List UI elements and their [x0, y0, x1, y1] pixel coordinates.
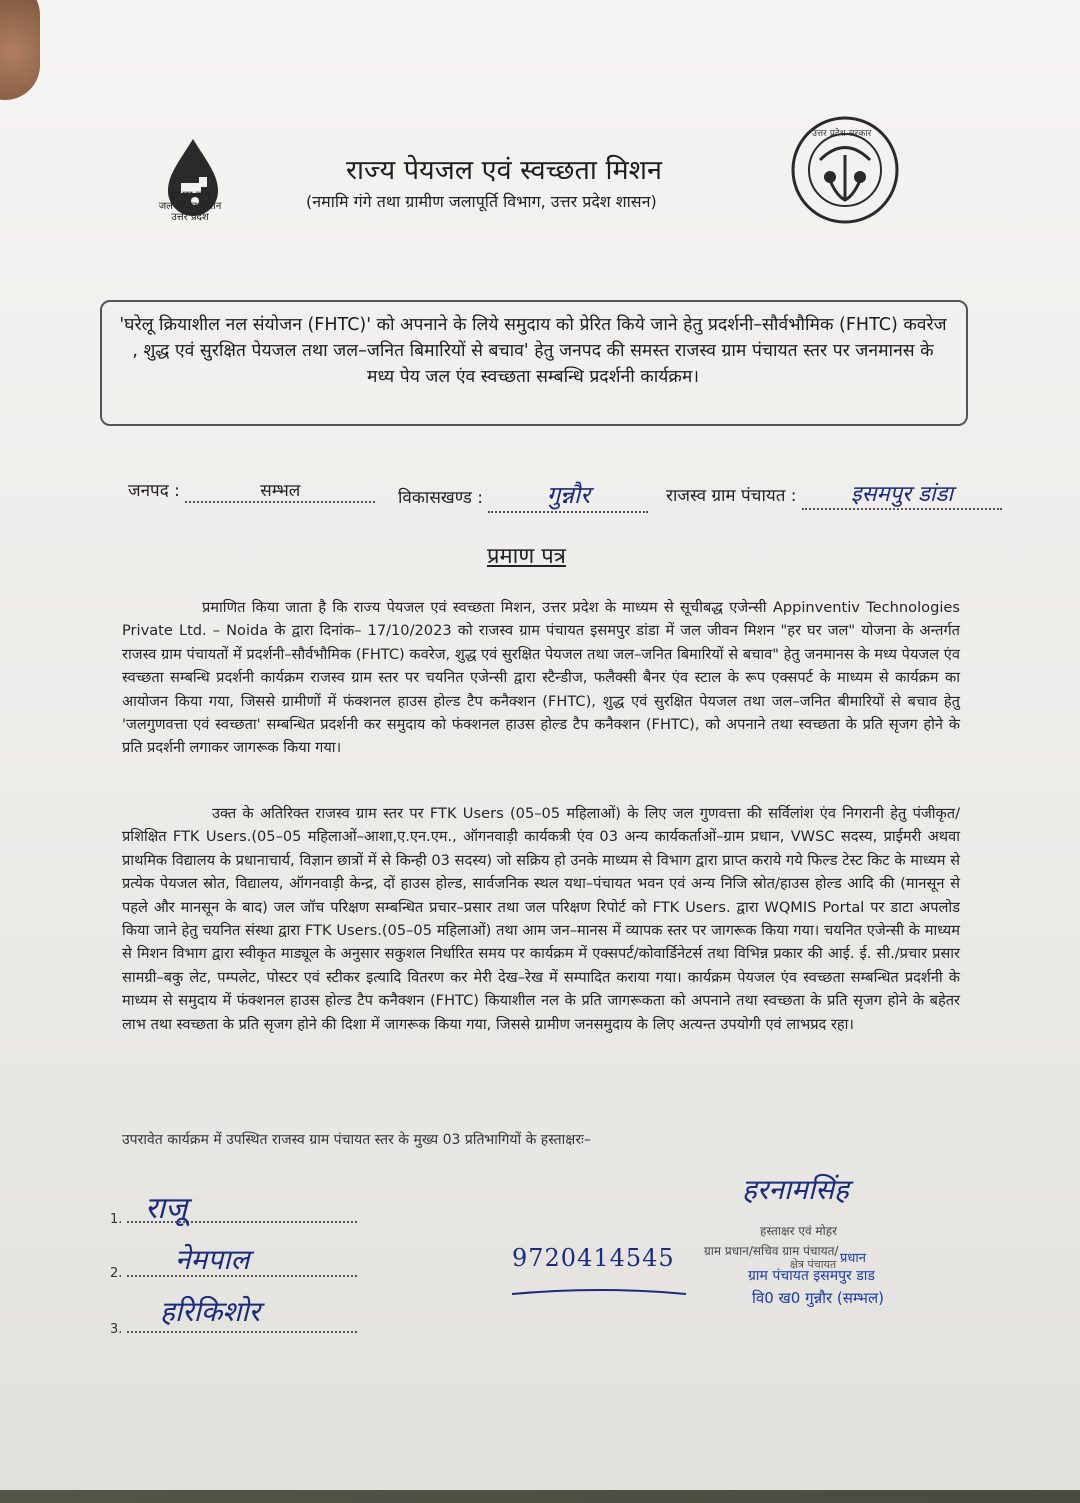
phone-number: 9720414545 — [512, 1244, 675, 1272]
district-label: जनपद : — [128, 481, 180, 501]
block-value: गुन्नौर — [546, 481, 591, 509]
stamp-line: वि0 ख0 गुन्नौर (सम्भल) — [752, 1289, 884, 1307]
stamp-line: ग्राम पंचायत इसमपुर डाड — [748, 1268, 875, 1284]
logo-caption: हर घर जल जल जीवन मिशन उत्तर प्रदेश — [158, 190, 222, 223]
page-subtitle: (नमामि गंगे तथा ग्रामीण जलापूर्ति विभाग, उत्तर प्रदेश शासन) — [306, 192, 657, 211]
panchayat-value: इसमपुर डांडा — [850, 482, 954, 507]
seal-text: उत्तर प्रदेश सरकार — [812, 129, 872, 139]
participant-signature: हरिकिशोर — [160, 1295, 261, 1328]
participant-signature: राजू — [145, 1191, 188, 1226]
block-field — [398, 478, 648, 513]
body-paragraph-2: उक्त के अतिरिक्त राजस्व ग्राम स्तर पर FTK Users (05–05 महिलाओं) के लिए जल गुणवत्ता की सर्विलांश एंव निगरानी हेतु पंजीकृत/प्रशिक्षित FTK Users.(05–05 महिलाओं–आशा,ए.एन.एम., ऑगनवाड़ी कार्यकत्री एंव 03 अन्य कार्यकर्ताओं–ग्राम प्रधान, VWSC सदस्य, प्राईमरी अथवा प्राथमिक विद्यालय के प्रधानाचार्य, विज्ञान छात्रों में से किन्ही 03 सदस्य) जो सक्रिय हो उनके माध्यम से विभाग द्वारा प्राप्त कराये गये फिल्ड टेस्ट किट के माध्यम से प्रत्येक पेयजल स्रोत, विद्यालय, ऑगनवाड़ी केन्द्र, दों हाउस होल्ड, सार्वजनिक स्थल यथा–पंचायत भवन एवं अन्य निजि स्रोत/हाउस होल्ड आदि की (मानसून से पहले और मानसून के बाद) जल जॉच परिक्षण सम्बन्धित प्रचार–प्रसार तथा जल परिक्षण रिपोर्ट को FTK Users. द्वारा WQMIS Portal पर डाटा अपलोड किया जाने हेतु चयनित संस्था द्वारा FTK Users.(05–05 महिलाओं) तथा आम जन–मानस में व्यापक स्तर पर जागरूक किया गया। चयनित एजेन्सी के माध्यम से मिशन विभाग द्वारा स्वीकृत माड्यूल के अनुसार सकुशल निर्धारित समय पर कार्यक्रम में एक्सपर्ट/कोवार्डिनेटर्स तथा विभिन्न प्रकार की आई. ई. सी./प्रचार प्रसार सामग्री–बकु लेट, पम्पलेट, पोस्टर एवं स्टीकर इत्यादि वितरण कर मेरी देख–रेख में सम्पादित कराया गया। कार्यक्रम पेयजल एंव स्वच्छता सम्बन्धित प्रदर्शनी के माध्यम से समुदाय में फंक्शनल हाउस होल्ड टैप कनैक्शन (FHTC) कियाशील नल के प्रति जागरूकता को अपनाने तथा स्वच्छता के प्रति सृजग होने के बहेतर लाभ तथा स्वच्छता के प्रति सृजग होने की दिशा में जागरूक किया गया, जिससे ग्रामीण जनसमुदाय के लिए अत्यन्त उपयोगी एवं लाभप्रद रहा। — [122, 805, 961, 1033]
certificate-heading: प्रमाण पत्र — [487, 544, 566, 569]
block-label: विकासखण्ड : — [398, 488, 484, 508]
pradhan-caption: हस्ताक्षर एवं मोहर — [760, 1224, 838, 1238]
panchayat-field — [666, 478, 1002, 510]
body-paragraph-1: प्रमाणित किया जाता है कि राज्य पेयजल एवं स्वच्छता मिशन, उत्तर प्रदेश के माध्यम से सूचीबद्ध एजेन्सी Appinventiv Technologies Private Ltd. – Noida के द्वारा दिनांक– 17/10/2023 को राजस्व ग्राम पंचायत इसमपुर डांडा में जल जीवन मिशन "हर घर जल" योजना के अन्तर्गत राजस्व ग्राम पंचायतों में प्रदर्शनी–सौर्वभौमिक (FHTC) कवरेज, शुद्ध एवं सुरक्षित पेयजल तथा जल–जनित बिमारियों से बचाव" हेतु जनमानस के मध्य पेयजल एंव स्वच्छता सम्बन्धि प्रदर्शनी कार्यक्रम राजस्व ग्राम स्तर पर चयनित एजेन्सी द्वारा स्टैन्डीज, फलैक्सी बैनर एंव स्टाल के रूप एक्सपर्ट के माध्यम से कार्यक्रम का आयोजन किया गया, जिससे ग्रामीणों में फंक्शनल हाउस होल्ड टैप कनैक्शन (FHTC), शुद्ध एवं सुरक्षित पेयजल तथा जल–जनित बीमारियों से बचाव हेतु 'जलगुणवत्ता एवं स्वच्छता' सम्बन्धित प्रदर्शनी कर समुदाय को फंक्शनल हाउस होल्ड टैप कनैक्शन (FHTC), को अपनाने तथा स्वच्छता के प्रति सृजग होने के प्रति प्रदर्शनी लगाकर जागरूक किया गया। — [122, 599, 960, 757]
panchayat-label: राजस्व ग्राम पंचायत : — [666, 486, 797, 506]
participant-signature: नेमपाल — [175, 1243, 250, 1276]
participant-line: 3. — [110, 1322, 357, 1337]
pradhan-role: ग्राम प्रधान/सचिव ग्राम पंचायत/ — [704, 1244, 839, 1258]
page-title: राज्य पेयजल एवं स्वच्छता मिशन — [346, 155, 662, 186]
finger-in-photo — [0, 0, 40, 100]
program-description: 'घरेलू क्रियाशील नल संयोजन (FHTC)' को अपनाने के लिये समुदाय को प्रेरित किये जाने हेतु प्रदर्शनी–सौर्वभौमिक (FHTC) कवरेज , शुद्ध एवं सुरक्षित पेयजल तथा जल–जनित बिमारियों से बचाव' हेतु जनपद की समस्त राजस्व ग्राम पंचायत स्तर पर जनमानस के मध्य पेय जल एंव स्वच्छता सम्बन्धि प्रदर्शनी कार्यक्रम। — [119, 315, 947, 387]
phone-underline-icon — [510, 1286, 690, 1300]
pradhan-signature: हरनामसिंह — [742, 1173, 849, 1206]
district-value: सम्भल — [260, 481, 301, 501]
participant-line: 1. — [110, 1212, 357, 1227]
stamp-title: प्रधान — [840, 1251, 866, 1266]
participant-line: 2. — [110, 1266, 357, 1281]
district-field — [128, 478, 375, 503]
signature-note: उपरावेत कार्यक्रम में उपस्थित राजस्व ग्राम पंचायत स्तर के मुख्य 03 प्रतिभागियों के हस्ताक्षरः– — [122, 1132, 591, 1148]
pradhan-role-2: क्षेत्र पंचायत — [790, 1258, 837, 1271]
